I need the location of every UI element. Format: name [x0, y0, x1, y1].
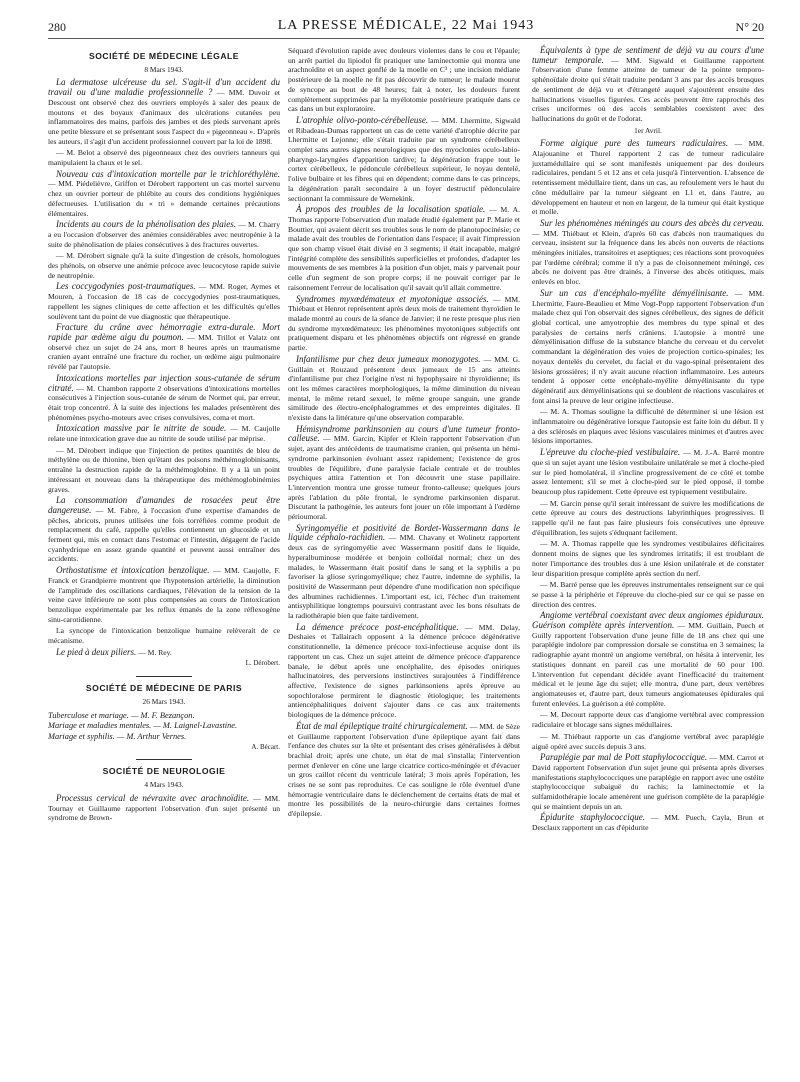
article: [48, 282, 280, 321]
article-title: Syndromes myxœdémateux et myotonique associés.: [296, 293, 489, 304]
article-title: Incidents au cours de la phénolisation des plaies.: [56, 219, 237, 230]
article-text: — MM. Tournay et Guillaume rapportent l'observation d'un sujet présenté un syndrome de Brown-: [48, 793, 280, 823]
talk-entry: Mariage et maladies mentales. — M. Laignel-Lavastine.: [48, 721, 238, 731]
article-text: — M. J.-A. Barré montre que si un sujet ayant une lésion vestibulaire unilatérale se met à cloche-pied sur le pied homolatéral, il s'incline progressivement de ce côté et tombe assez lentement; s'il se met à cloche-pied sur le pied opposé, il tombe beaucoup plus rapidement. Cette épreuve est typiquement vestibulaire.: [532, 448, 764, 496]
section-title: SOCIÉTÉ DE MÉDECINE LÉGALE: [88, 51, 240, 61]
article-text: — MM. Thiébaut et Henrot représentent après deux mois de traitement thyroïdien le malade montré au cours de la séance de Janvier; il ne reste presque plus rien du syndrome myxœdémateux: les phénomènes myotoniques subjectifs ont pratiquement disparu et les phénomènes objectifs ont régressé en grande partie.: [288, 294, 520, 353]
article-note: — M. A. Thomas rappelle que les syndromes vestibulaires déficitaires donnent moins de signes que les syndromes irritatifs; il est troublant de noter l'importance des troubles dus à une lésion unilatérale et de constater leur disparition presque complète après section du nerf.: [532, 539, 764, 578]
article-title: Le pied à deux piliers.: [56, 646, 137, 657]
article: [288, 295, 520, 353]
article: [48, 794, 280, 823]
article-text: — M. Fabre, à l'occasion d'une expertise d'amandes de pêches, abricots, prunes utilisées une fois torréfiées comme produit de remplacement du café, rappelle qu'elles contiennent un glucoside et un ferment qui, mis en contact dans l'estomac et l'intestin, dégagent de l'acide cyanhydrique en assez grande quantité et peuvent aussi entraîner des accidents.: [48, 505, 280, 564]
article-title: Sur un cas d'encéphalo-myélite démyélinisante.: [540, 287, 729, 298]
article-title: À propos des troubles de la localisation spatiale.: [296, 204, 486, 215]
article-note: — M. Barré pense que les épreuves instrumentales renseignent sur ce qui se passe à la périphérie et l'épreuve du cloche-pied sur ce qui se passe en direction des centres.: [532, 580, 764, 609]
article-text: — M. A. Thomas rapporte l'observation d'un malade étudié également par P. Marie et Bouttier, qui avaient décrit ses troubles sous le nom de planotopocinésie; ce malade avait des troubles de l'orientation dans l'espace; il avait l'impression que son champ visuel était divisé en 3 segments; il était incapable, malgré l'intégrité complète des sensibilités superficielles et profondes, d'adapter les mouvements de ses membres à la position d'un objet, mais y parvenait pour celle d'un segment de son propre corps; il ne pouvait corriger par le raisonnement l'erreur de localisation qu'il savait qu'il allait commettre.: [288, 205, 520, 292]
article-title: La démence précoce post-encéphalitique.: [296, 621, 459, 632]
article-note: La syncope de l'intoxication benzolique humaine relèverait de ce mécanisme.: [48, 626, 280, 646]
article-text: — MM. Garcin, Kipfer et Klein rapportent l'observation d'un sujet, ayant des antécédents de traumatisme cranien, qui présenta un hémi-syndrome parkinsonien évoluant assez rapidement; l'existence de gros troubles de l'équilibre, d'une paralysie faciale centrale et de troubles psychiques attira l'attention et l'on découvrit une stase papillaire. L'intervention montra une grosse tumeur fronto-calleuse; quelques jours après l'ablation du pôle frontal, le syndrome parkinsonien disparut. Discutant la pathogénie, les auteurs font jouer un rôle important à l'œdème périoumoral.: [288, 434, 520, 522]
article-note: — M. Dérobert indique que l'injection de petites quantités de bleu de méthylène ou de thionine, bien qu'étant des poisons méthémoglobinisants, entraîne la destruction rapide de la méthémoglobine. Il y a là un point intéressant et nouveau dans la thérapeutique des méthémoglobinémies graves.: [48, 445, 280, 494]
column-middle: [288, 46, 520, 821]
article: [48, 566, 280, 624]
article: [48, 424, 280, 443]
article-title: Intoxications mortelles par injection sous-cutanée de sérum citraté.: [48, 372, 280, 393]
page-number: 280: [48, 20, 66, 34]
talk-entry: Mariage et syphilis. — M. Arthur Vernes.: [48, 732, 187, 741]
article-note: — M. Garcin pense qu'il serait intéressant de suivre les modifications de cette épreuve au cours des destructions labyrinthiques progressives. Il rappelle qu'il ne faut pas faire plusieurs fois consécutives une épreuve d'équilibration, les sujets s'éduquant facilement.: [532, 498, 764, 537]
article-text: — MM. de Sèze et Guillaume rapportent l'observation d'une épileptique ayant fait dans l'enfance des chutes sur la tête et présentant des crises généralisées à début brachial droit; après une chute, un état de mal s'installa; l'intervention permet d'enlever en cône une large cicatrice cortico-méningée et d'évacuer un gros caillot récent du ventricule latéral; 3 mois après l'opération, les crises ne se sont pas reproduites. Ce cas souligne le rôle éventuel d'une hémorragie ventriculaire dans le déclenchement de certains états de mal et montre les possibilités de la neuro-chirurgie dans certaines formes d'épilepsie.: [288, 721, 520, 819]
article-title: Angiome vertébral coexistant avec deux angiomes épiduraux. Guérison complète après intervention.: [532, 610, 764, 631]
article: [288, 425, 520, 522]
issue-number: N° 20: [735, 20, 764, 34]
article-text: — MM. Trillot et Valatz ont observé chez un sujet de 24 ans, mort 8 heures après un traumatisme cranien ayant entraîné une fracture du rocher, un œdème aigu pulmonaire révélé par l'autopsie.: [48, 332, 281, 372]
article-text: — MM. Duvoir et Descoust ont observé chez des ouvriers employés à saler des peaux de moutons et des boyaux d'animaux des ulcérations cutanées peu inflammatoires des mains, parfois des jambes et des pieds survenant après une petite blessure et se présentant sous l'aspect du « pigeonneau ». D'après les auteurs, il s'agit d'un accident professionnel couvert par la loi de 1898.: [48, 88, 281, 146]
signature: A. Bécart.: [251, 742, 280, 751]
article: [532, 289, 764, 405]
article-title: Intoxication massive par le nitrite de soude.: [56, 423, 227, 434]
section-date: 4 Mars 1943.: [144, 780, 184, 790]
section-title: SOCIÉTÉ DE NEUROLOGIE: [102, 766, 226, 777]
article-title: L'épreuve du cloche-pied vestibulaire.: [540, 447, 681, 458]
article-title: La dermatose ulcéreuse du sel. S'agit-il d'un accident du travail ou d'une maladie professionnelle ?: [48, 77, 280, 98]
article-title: Épidurite staphylococcique.: [540, 812, 645, 823]
article-text: — MM. Guillain, Puech et Guilly rapportent l'observation d'une jeune fille de 18 ans chez qui une paraplégie indolore par compression dorsale se constitua en 3 semaines; la radiographie ayant montré un angiome vertébral, on hésita à intervenir, les statistiques donnant en pareil cas une mortalité de 60 pour 100. L'intervention fut cependant décidée avant l'inefficacité du traitement médical et le jeune âge du sujet; elle montra, d'une part, deux vertèbres angiomateuses et, d'autre part, deux tumeurs angiomateuses épidurales qui furent enlevées. La guérison a été complète.: [532, 621, 764, 708]
article-title: La consommation d'amandes de rosacées peut être dangereuse.: [48, 495, 280, 515]
article-title: Les coccygodynies post-traumatiques.: [56, 281, 196, 292]
article: [48, 496, 280, 564]
section-date: 26 Mars 1943.: [142, 696, 186, 706]
article-text: — MM. Carrot et David rapportent l'observation d'un sujet jeune qui présenta après diverses manifestations staphylococciques une paraplégie en rapport avec une ostéite staphylococcique subaiguë du rachis; la laminectomie et la sulfamidothérapie locale amenèrent une guérison complète de la paraplégie qui se maintient depuis un an.: [532, 753, 764, 811]
divider: [136, 676, 192, 677]
article-title: Paraplégie par mal de Pott staphylococcique.: [540, 752, 708, 763]
article: [48, 220, 280, 249]
article-author: — M. Rey.: [138, 647, 172, 657]
article-text: — MM. Puech, Cayla, Brun et Desclaux rapportent un cas d'épidurite: [532, 813, 764, 833]
section-title: SOCIÉTÉ DE MÉDECINE DE PARIS: [85, 683, 243, 694]
page-header: [48, 16, 764, 39]
article: [48, 323, 280, 372]
article-note: — M. A. Thomas souligne la difficulté de déterminer si une lésion est inflammatoire ou dégénérative lorsque l'autopsie est faite loin du début. Il y a des sclérosés en plaques avec lésions vasculaires minimes et d'autres avec lésions importantes.: [532, 407, 764, 446]
article: [48, 170, 280, 219]
talk-entry: Tuberculose et mariage. — M. F. Bezançon.: [48, 710, 195, 720]
article-title: Équivalents à type de sentiment de déjà vu au cours d'une tumeur temporale.: [532, 45, 764, 65]
article-title: Fracture du crâne avec hémorragie extra-durale. Mort rapide par œdème aigu du poumon.: [48, 322, 280, 342]
article-title: Forme algique pure des tumeurs radiculaires.: [540, 138, 729, 149]
article-text: — M. Charry a eu l'occasion d'observer des anémies considérables avec neutropénie à la suite de phénolisation de plaies consécutives à des fractures ouvertes.: [48, 220, 280, 249]
article: [48, 648, 280, 658]
section-date: 8 Mars 1943.: [144, 64, 184, 74]
article-title: Syringomyélie et positivité de Bordet-Wassermann dans le liquide céphalo-rachidien.: [288, 522, 520, 543]
column-left: [48, 46, 280, 825]
article: [532, 448, 764, 497]
article-text: — MM. Alajouanine et Thurel rapportent 2 cas de tumeur radiculaire juxtamédullaire qui se sont manifestés uniquement par des douleurs radiculaires, pendant 5 et 12 ans et cela jusqu'à l'intervention. L'absence de retentissement médullaire tient, dans un cas, au refoulement vers le haut du cône médullaire par la tumeur siégeant en L1 et, dans l'autre, au développement en hauteur et non en largeur, de la tumeur qui était kystique et molle.: [532, 139, 764, 217]
article-text: — MM. Thiébaut et Klein, d'après 60 cas d'abcès non traumatiques du cerveau, insistent sur la fréquence dans les abcès non ouverts de réactions méningées initiales, transitoires et aseptiques; ces réactions sont provoquées par l'œdème cérébral; comme il n'y a pas de cloisonnement méningé, ces abcès ne doivent pas être drainés, à l'inverse des abcès otitiques, mais enlevés en bloc.: [532, 228, 764, 287]
article-text: — MM. Lhermitte, Faure-Beaulieu et Mme Vogt-Popp rapportent l'observation d'un malade chez qui l'on observait des signes cérébelleux, des signes de déficit global cortical, une amyotrophie des membres du type spinal et des paralysies de certains nerfs crâniens. L'autopsie a montré une démyélinisation diffuse de la substance blanche du cerveau et du cervelet commandant la dégénération des voies de projection cortico-spinales; les noyaux dentelés du cervelet, du facial et du vago-spinal présentaient des lésions grossières; il n'y avait aucune réaction inflammatoire. Les auteurs tendent à opposer cette encéphalo-myélite démyélinisante du type dégénératif aux démyélinisations qui se doublent de réactions vasculaires et font ainsi la preuve de leur origine infectieuse.: [532, 288, 764, 405]
article-text: — MM. Caujolle, F. Franck et Grandpierre montrent que l'hypotension artérielle, la diminution de l'amplitude des oscillations cardiaques, l'élévation de la tension de la veine cave inférieure ne sont plus compensées au cours de l'intoxication benzolique expérimentale par les reflux émanés de la zone réflexogène sinu-carotidienne.: [48, 566, 280, 624]
article-text: — M. Chambon rapporte 2 observations d'intoxications mortelles consécutives à l'injection sous-cutanée de sérum de Normet qui, par erreur, était trop concentré. À la suite des injections les malades présentèrent des phénomènes psycho-moteurs avec crises convulsives, coma et mort.: [48, 383, 280, 422]
article-text: — MM. Lhermitte, Sigwald et Ribadeau-Dumas rapportent un cas de cette variété d'atrophie décrite par Lhermitte et Lejonne; elle s'était traduite par un syndrome cérébelleux complet sans autres signes neurologiques que des myoclonies oculo-labio-pharyngo-laryngées d'apparition tardive; la dégénération frappe tout le cortex cérébelleux, le pédoncule cérébelleux supérieur, le noyau dentelé, l'olive bulbaire et les fibres qui en dépendent; comme dans le cas princeps, la dégénération paraît secondaire à un foyer destructif pédonculaire sectionnant la commissure de Wernekink.: [288, 115, 520, 203]
article: [532, 753, 764, 811]
divider: [136, 759, 192, 760]
article: [288, 623, 520, 720]
article-title: Orthostatisme et intoxication benzolique.: [56, 565, 210, 576]
article-title: L'atrophie olivo-ponto-cérébelleuse.: [296, 114, 429, 125]
article-note: — M. Thiébaut rapporte un cas d'angiome vertébral avec paraplégie aiguë opéré avec succès depuis 3 ans.: [532, 731, 764, 751]
article-text: — MM. Roger, Aymes et Mouren, à l'occasion de 18 cas de coccygodynies post-traumatiques, rappellent les signes cliniques de cette affection et les difficultés qu'elles soulèvent tant du point de vue diagnostic que thérapeutique.: [48, 282, 280, 321]
column-right: [532, 46, 764, 835]
article-title: Nouveau cas d'intoxication mortelle par le trichloréthylène.: [56, 168, 280, 179]
article-text: — MM. Delay, Deshaies et Tallairach opposent à la démence précoce dégénérative constitutionnelle, la démence précoce toxi-infectieuse acquise dont ils rapportent un cas. Chez un sujet atteint de démence précoce d'apparence banale, le début après une encéphalite, des épisodes oniriques hallucinatoires, des perversions instinctives surajoutées à l'indifférence affective, l'existence de signes parkinsoniens après épreuve au sopochloralose permirent le diagnostic étiologique; les traitements antiencéphalitiques doivent s'ajouter dans ce cas aux traitements biologiques de la démence précoce.: [288, 622, 520, 720]
article: [48, 374, 280, 423]
article: [532, 46, 764, 124]
article-text: — MM. Chavany et Wolinetz rapportent deux cas de syringomyélie avec Wassermann positif dans le liquide, hyperalbuminose modérée et benjoin colloïdal normal; chez un des malades, le Wassermann était positif dans le sang et la syphilis a pu favoriser la gliose syringomyélique; chez l'autre, indemne de syphilis, la positivité de Wassermann peut dépendre d'une modification non spécifique des albumines rachidiennes. L'important est, ici, l'échec d'un traitement antisyphilitique longtemps poursuivi contrastant avec les bons résultats de la radiothérapie bien que faite tardivement.: [288, 533, 520, 621]
article: [288, 205, 520, 292]
article-title: Processus cervical de névraxite avec arachnoïdite.: [56, 792, 250, 803]
article-continuation: Séquard d'évolution rapide avec douleurs violentes dans le cou et l'épaule; un arrêt partiel du lipiodol fit pratiquer une laminectomie qui montra une arachnoïdite et un aspect gonflé de la moelle en C³ ; une incision médiane postérieure de la moelle ne fit pas découvrir de tumeur; le malade mourut de syncope au bout de 48 heures; fait à noter, les douleurs furent complètement supprimées par la myélotomie postérieure pratiquée dans ce cas dans un but exploratoire.: [288, 46, 520, 114]
article-text: — MM. Piédelièvre, Griffon et Dérobert rapportent un cas mortel survenu chez un ouvrier porteur de phlébite au cours des conditions hygiéniques défectueuses. L'utilisation du « tri » demande certaines précautions élémentaires.: [48, 179, 280, 218]
article: [532, 611, 764, 708]
article: [532, 219, 764, 287]
article-note: — M. Dérobert signale qu'à la suite d'ingestion de crésols, homologues des phénols, on observe une anémie précoce avec leucocytose rapide suivie de neutropénie.: [48, 251, 280, 280]
article: [532, 139, 764, 217]
article: [288, 722, 520, 819]
article: [288, 355, 520, 423]
article-title: État de mal épileptique traité chirurgicalement.: [296, 720, 468, 731]
article-title: Sur les phénomènes méningés au cours des abcès du cerveau.: [540, 217, 764, 228]
section-date: 1er Avril.: [634, 125, 662, 135]
article-text: — M. Caujolle relate une intoxication grave due au nitrite de soude utilisé par méprise.: [48, 424, 280, 444]
article-title: Hémisyndrome parkinsonien au cours d'une tumeur fronto-calleuse.: [288, 423, 520, 444]
signature: L. Dérobert.: [245, 659, 280, 668]
article: [288, 116, 520, 203]
article-title: Infantilisme pur chez deux jumeaux monozygotes.: [296, 353, 481, 364]
article-note: — M. Decourt rapporte deux cas d'angiome vertébral avec compression radiculaire et blocage sans signes médullaires.: [532, 710, 764, 730]
article: [48, 78, 280, 146]
article-text: — MM. Sigwald et Guillaume rapportent l'observation d'une femme atteinte de tumeur de la pointe temporo-sphénoïdale droite qui s'était traduite pendant 3 ans par des accès brusques de sentiment de déjà vu et d'étrangeté auquel s'ajoutèrent ensuite des hallucinations visuelles figurées. Ces accès peuvent être rapprochés des crises unciformes où des accès semblables coexistent avec des hallucinations du goût et de l'odorat.: [532, 55, 764, 123]
article-note: — M. Belot a observé des pigeonneaux chez des ouvriers tanneurs qui manipulaient la chaux et le sel.: [48, 148, 280, 168]
journal-title: LA PRESSE MÉDICALE, 22 Mai 1943: [277, 18, 535, 33]
article-text: — MM. G. Guillain et Rouzaud présentent deux jumeaux de 15 ans atteints d'infantilisme pur chez l'origine n'est ni hypophysaire ni thyroïdienne; ils ont les mêmes caractères morphologiques, la même diminution du niveau mental, le même retard sexuel, le même groupe sanguin, une grande similitude des électro-encéphalogrammes et des empreintes digitales. Il n'existe dans la littérature qu'une observation comparable.: [288, 354, 520, 423]
article: [288, 524, 520, 621]
article: [532, 813, 764, 832]
